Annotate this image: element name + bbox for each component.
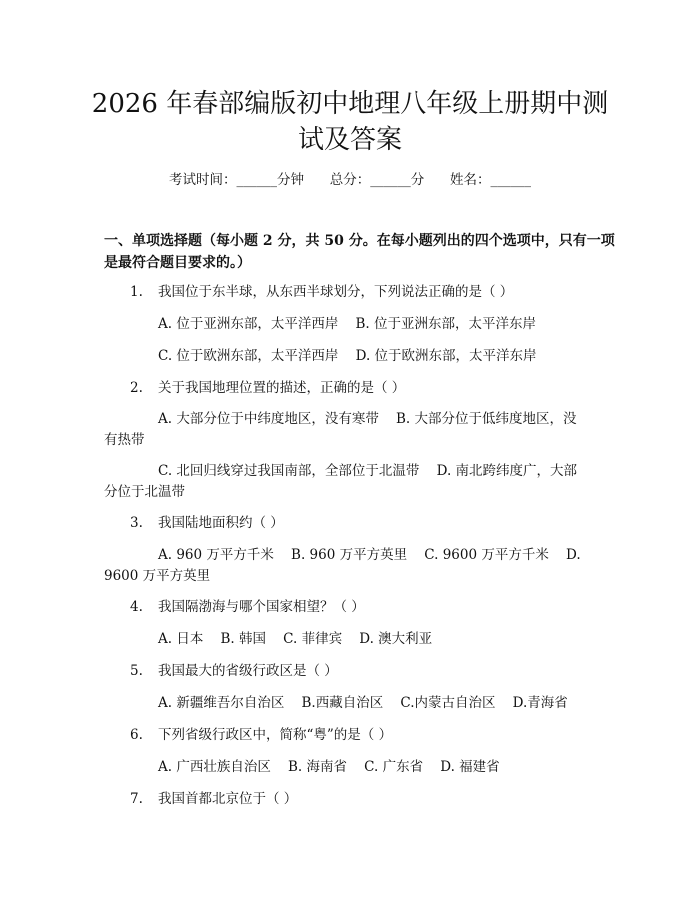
question-2	[130, 378, 600, 398]
question-2-options-line-1: A. 大部分位于中纬度地区，没有寒带 B. 大部分位于低纬度地区，没	[158, 411, 577, 427]
question-4	[130, 597, 600, 617]
question-stem: 下列省级行政区中，简称“粤”的是（ ）	[158, 727, 393, 743]
question-5	[130, 661, 600, 681]
question-number: 3.	[130, 515, 143, 531]
question-1-options-line-1: A. 位于亚洲东部，太平洋西岸 B. 位于亚洲东部，太平洋东岸	[158, 316, 536, 332]
question-3-options-line-1: A. 960 万平方千米 B. 960 万平方英里 C. 9600 万平方千米 D.	[158, 547, 581, 563]
page-title-line-1: 2026 年春部编版初中地理八年级上册期中测	[91, 89, 609, 119]
question-1	[130, 282, 600, 302]
question-number: 5.	[130, 663, 143, 679]
question-number: 6.	[130, 727, 143, 743]
exam-meta-line: 考试时间：______分钟 总分：______分 姓名：______	[169, 172, 531, 188]
question-5-options-line-1: A. 新疆维吾尔自治区 B.西藏自治区 C.内蒙古自治区 D.青海省	[158, 695, 568, 711]
question-6-options-line-1: A. 广西壮族自治区 B. 海南省 C. 广东省 D. 福建省	[158, 759, 500, 775]
question-number: 1.	[130, 284, 143, 300]
question-3	[130, 513, 600, 533]
question-6	[130, 725, 600, 745]
question-stem: 我国最大的省级行政区是（ ）	[158, 663, 338, 679]
question-number: 4.	[130, 599, 143, 615]
question-1-options-line-2: C. 位于欧洲东部，太平洋西岸 D. 位于欧洲东部，太平洋东岸	[158, 348, 537, 364]
question-stem: 我国陆地面积约（ ）	[158, 515, 284, 531]
question-stem: 我国隔渤海与哪个国家相望？（ ）	[158, 599, 365, 615]
question-2-options-line-3: C. 北回归线穿过我国南部，全部位于北温带 D. 南北跨纬度广，大部	[158, 463, 578, 479]
question-7	[130, 789, 600, 809]
question-stem: 我国位于东半球，从东西半球划分，下列说法正确的是（ ）	[158, 284, 514, 300]
question-2-options-line-4: 分位于北温带	[104, 484, 185, 500]
question-3-options-line-2: 9600 万平方英里	[104, 568, 211, 584]
question-stem: 我国首都北京位于（ ）	[158, 791, 298, 807]
section-heading-line-2: 是最符合题目要求的。）	[104, 255, 251, 271]
page-title-line-2: 试及答案	[297, 125, 402, 155]
section-heading-line-1: 一、单项选择题（每小题 2 分，共 50 分。在每小题列出的四个选项中，只有一项	[104, 233, 615, 249]
question-4-options-line-1: A. 日本 B. 韩国 C. 菲律宾 D. 澳大利亚	[158, 631, 433, 647]
question-number: 2.	[130, 380, 143, 396]
question-number: 7.	[130, 791, 143, 807]
question-2-options-line-2: 有热带	[104, 432, 145, 448]
question-stem: 关于我国地理位置的描述，正确的是（ ）	[158, 380, 406, 396]
